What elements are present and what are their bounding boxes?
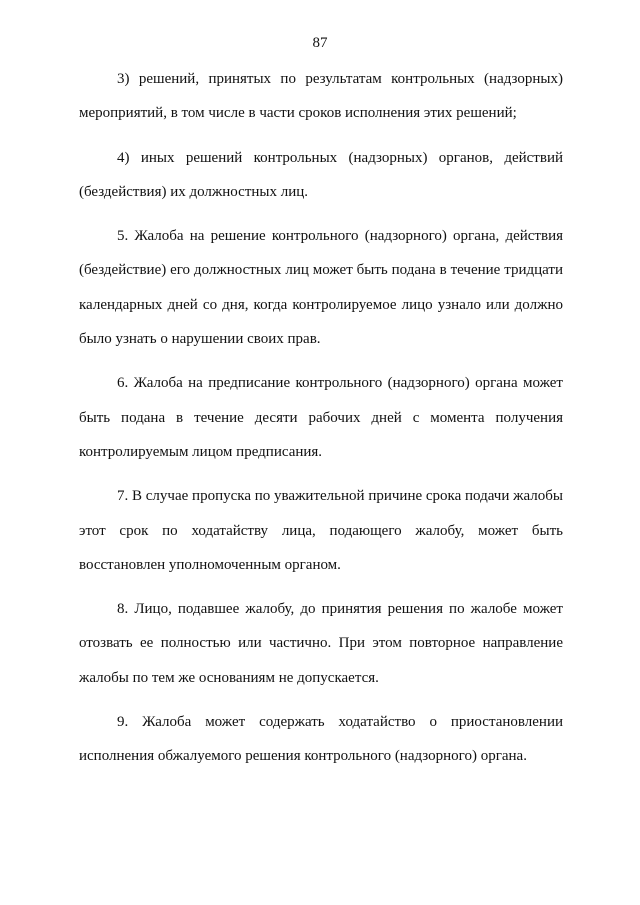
paragraph-clause-8: 8. Лицо, подавшее жалобу, до принятия решения по жалобе может отозвать ее полностью или частично. При этом повторное направление жалобы по тем же основаниям не допускается. [79, 601, 563, 686]
paragraph-item-4: 4) иных решений контрольных (надзорных) органов, действий (бездействия) их должностных лиц. [79, 149, 563, 200]
paragraph-clause-7: 7. В случае пропуска по уважительной причине срока подачи жалобы этот срок по ходатайству лица, подающего жалобу, может быть восстановлен уполномоченным органом. [79, 488, 563, 573]
paragraph-clause-6: 6. Жалоба на предписание контрольного (надзорного) органа может быть подана в течение десяти рабочих дней с момента получения контролируемым лицом предписания. [79, 375, 563, 460]
document-body [79, 62, 563, 784]
paragraph-clause-9: 9. Жалоба может содержать ходатайство о приостановлении исполнения обжалуемого решения контрольного (надзорного) органа. [79, 714, 563, 765]
paragraph-clause-5: 5. Жалоба на решение контрольного (надзорного) органа, действия (бездействие) его должностных лиц может быть подана в течение тридцати календарных дней со дня, когда контролируемое лицо узнало или должно было узнать о нарушении своих прав. [79, 228, 563, 348]
paragraph-item-3: 3) решений, принятых по результатам контрольных (надзорных) мероприятий, в том числе в части сроков исполнения этих решений; [79, 71, 563, 122]
page-number: 87 [312, 35, 328, 51]
